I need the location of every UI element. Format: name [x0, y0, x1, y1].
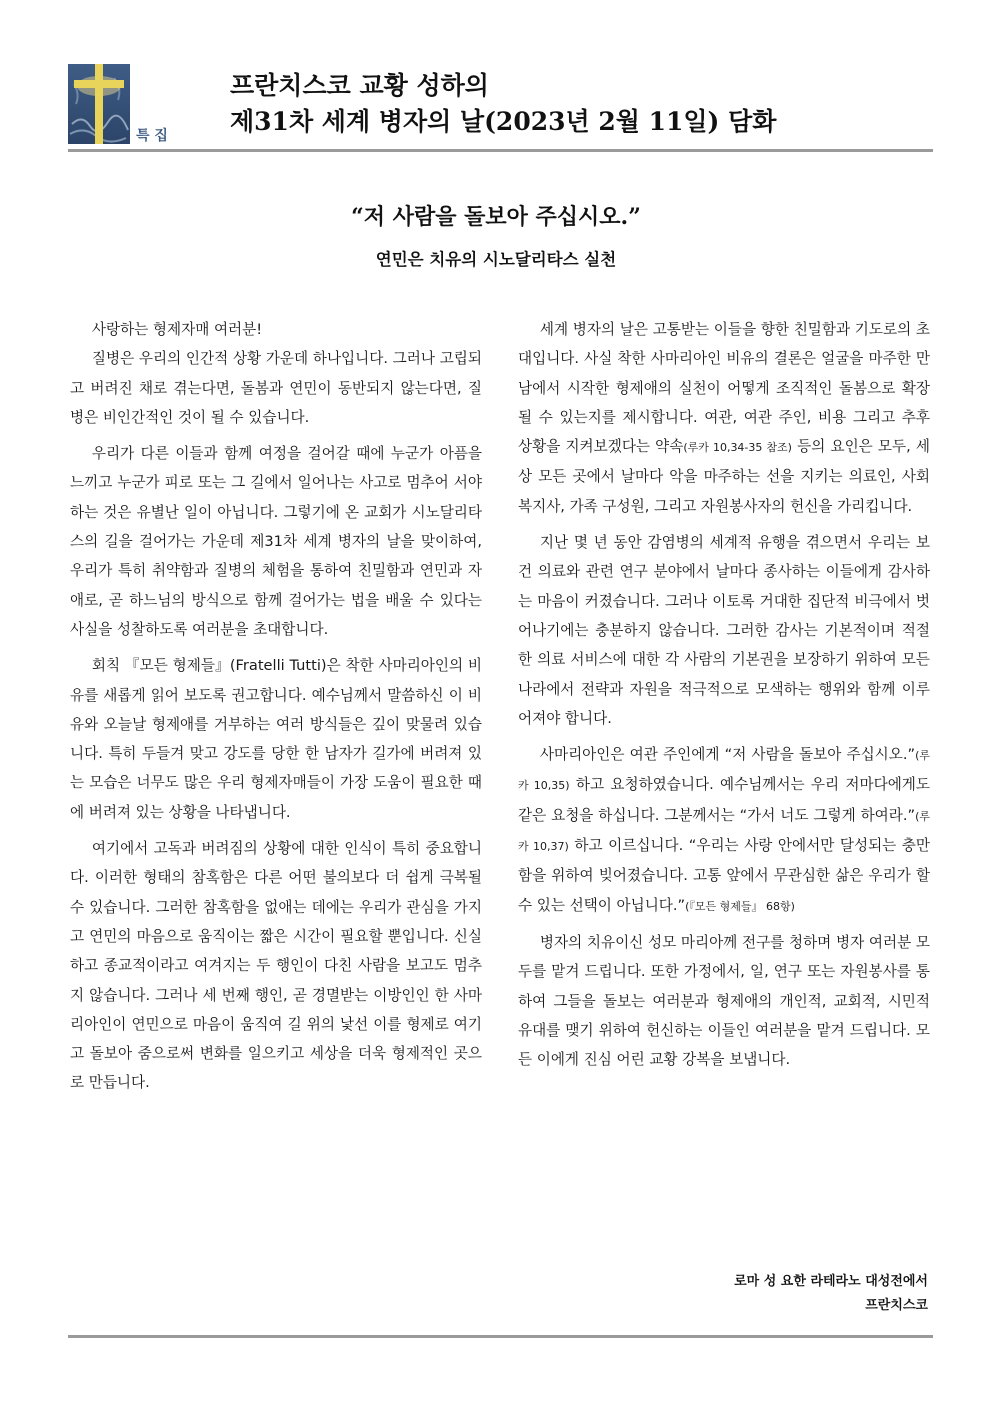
paragraph: 회칙 『모든 형제들』(Fratelli Tutti)은 착한 사마리아인의 비유를 새롭게 읽어 보도록 권고합니다. 예수님께서 말씀하신 이 비유와 오늘날 형제애를 거부하는 여러 방식들은 깊이 맞물려 있습니다. 특히 두들겨 맞고 강도를 당한 한 남자가 길가에 버려져 있는 모습은 너무도 많은 우리 형제자매들이 가장 도움이 필요한 때에 버려져 있는 상황을 나타냅니다.: [70, 657, 482, 821]
paragraph: [518, 740, 930, 921]
headline: “저 사람을 돌보아 주십시오.”: [351, 204, 641, 230]
paragraph-text: 하고 이르십니다. “우리는 사랑 안에서만 달성되는 충만함을 위하여 빚어졌습니다. 고통 앞에서 무관심한 삶은 우리가 할 수 있는 선택이 아닙니다.”: [518, 837, 931, 914]
subheadline: 연민은 치유의 시노달리타스 실천: [375, 250, 617, 269]
title-line-1: 프란치스코 교황 성하의: [230, 71, 489, 100]
paragraph: 여기에서 고독과 버려짐의 상황에 대한 인식이 특히 중요합니다. 이러한 형태의 참혹함은 다른 어떤 불의보다 더 쉽게 극복될 수 있습니다. 그러한 참혹함을 없애는 데에는 우리가 관심을 가지고 연민의 마음으로 움직이는 짧은 시간이 필요할 뿐입니다. 신실하고 종교적이라고 여겨지는 두 행인이 다친 사람을 보고도 멈추지 않습니다. 그러나 세 번째 행인, 곧 경멸받는 이방인인 한 사마리아인이 연민으로 마음이 움직여 길 위의 낯선 이를 형제로 여기고 돌보아 줌으로써 변화를 일으키고 세상을 더욱 형제적인 곳으로 만듭니다.: [70, 840, 482, 1092]
title-line-2: 제31차 세계 병자의 날(2023년 2월 11일) 담화: [230, 107, 777, 136]
signoff-place: 로마 성 요한 라테라노 대성전에서: [734, 1274, 928, 1289]
left-column: [70, 315, 482, 1105]
scripture-reference: (루카 10,37): [518, 809, 930, 854]
paragraph-text: 등의 요인은 모두, 세상 모든 곳에서 날마다 악을 마주하는 선을 지키는 의료인, 사회복지사, 가족 구성원, 그리고 자원봉사자의 헌신을 가리킵니다.: [518, 438, 930, 515]
scripture-reference: (루카 10,34-35 참조): [683, 441, 792, 455]
paragraph-text: 사마리아인은 여관 주인에게 “저 사람을 돌보아 주십시오.”: [539, 746, 916, 764]
right-column: [518, 315, 930, 1081]
scripture-reference: (루카 10,35): [518, 749, 930, 793]
paragraph-text: 세계 병자의 날은 고통받는 이들을 향한 친밀함과 기도로의 초대입니다. 사실 착한 사마리아인 비유의 결론은 얼굴을 마주한 만남에서 시작한 형제애의 실천이 어떻게 조직적인 돌봄으로 확장될 수 있는지를 제시합니다. 여관, 여관 주인, 비용 그리고 추후 상황을 지켜보겠다는 약속: [518, 321, 930, 456]
paragraph: [518, 315, 930, 521]
page-header: [68, 60, 933, 148]
signoff-name: 프란치스코: [865, 1298, 928, 1313]
paragraph: 우리가 다른 이들과 함께 여정을 걸어갈 때에 누군가 아픔을 느끼고 누군가 피로 또는 그 길에서 일어나는 사고로 멈추어 서야 하는 것은 유별난 일이 아닙니다. 그렇기에 온 교회가 시노달리타스의 길을 걸어가는 가운데 제31차 세계 병자의 날을 맞이하여, 우리가 특히 취약함과 질병의 체험을 통하여 친밀함과 연민과 자애로, 곧 하느님의 방식으로 함께 걸어가는 법을 배울 수 있다는 사실을 성찰하도록 여러분을 초대합니다.: [70, 445, 482, 638]
signoff: [734, 1270, 928, 1318]
greeting-paragraph: 사랑하는 형제자매 여러분!: [91, 321, 263, 338]
badge-label: 특 집: [136, 128, 168, 144]
page-title: [230, 68, 776, 140]
header-divider: [68, 149, 933, 152]
document-reference: (『모든 형제들』 68항): [685, 899, 795, 913]
paragraph-text: 하고 요청하였습니다. 예수님께서는 우리 저마다에게도 같은 요청을 하십니다. 그분께서는 “가서 너도 그렇게 하여라.”: [518, 776, 930, 824]
cross-logo-icon: [68, 64, 178, 144]
footer-divider: [68, 1335, 933, 1338]
paragraph: 지난 몇 년 동안 감염병의 세계적 유행을 겪으면서 우리는 보건 의료와 관련 연구 분야에서 날마다 종사하는 이들에게 감사하는 마음이 커졌습니다. 그러나 이토록 거대한 집단적 비극에서 벗어나기에는 충분하지 않습니다. 그러한 감사는 기본적이며 적절한 의료 서비스에 대한 각 사람의 기본권을 보장하기 위하여 모든 나라에서 전략과 자원을 적극적으로 모색하는 행위와 함께 이루어져야 합니다.: [518, 534, 930, 727]
paragraph: 병자의 치유이신 성모 마리아께 전구를 청하며 병자 여러분 모두를 맡겨 드립니다. 또한 가정에서, 일, 연구 또는 자원봉사를 통하여 그들을 돌보는 여러분과 형제애의 개인적, 교회적, 시민적 유대를 맺기 위하여 헌신하는 이들인 여러분을 맡겨 드립니다. 모든 이에게 진심 어린 교황 강복을 보냅니다.: [518, 933, 930, 1069]
paragraph: 질병은 우리의 인간적 상황 가운데 하나입니다. 그러나 고립되고 버려진 채로 겪는다면, 돌봄과 연민이 동반되지 않는다면, 질병은 비인간적인 것이 될 수 있습니다.: [70, 350, 482, 426]
